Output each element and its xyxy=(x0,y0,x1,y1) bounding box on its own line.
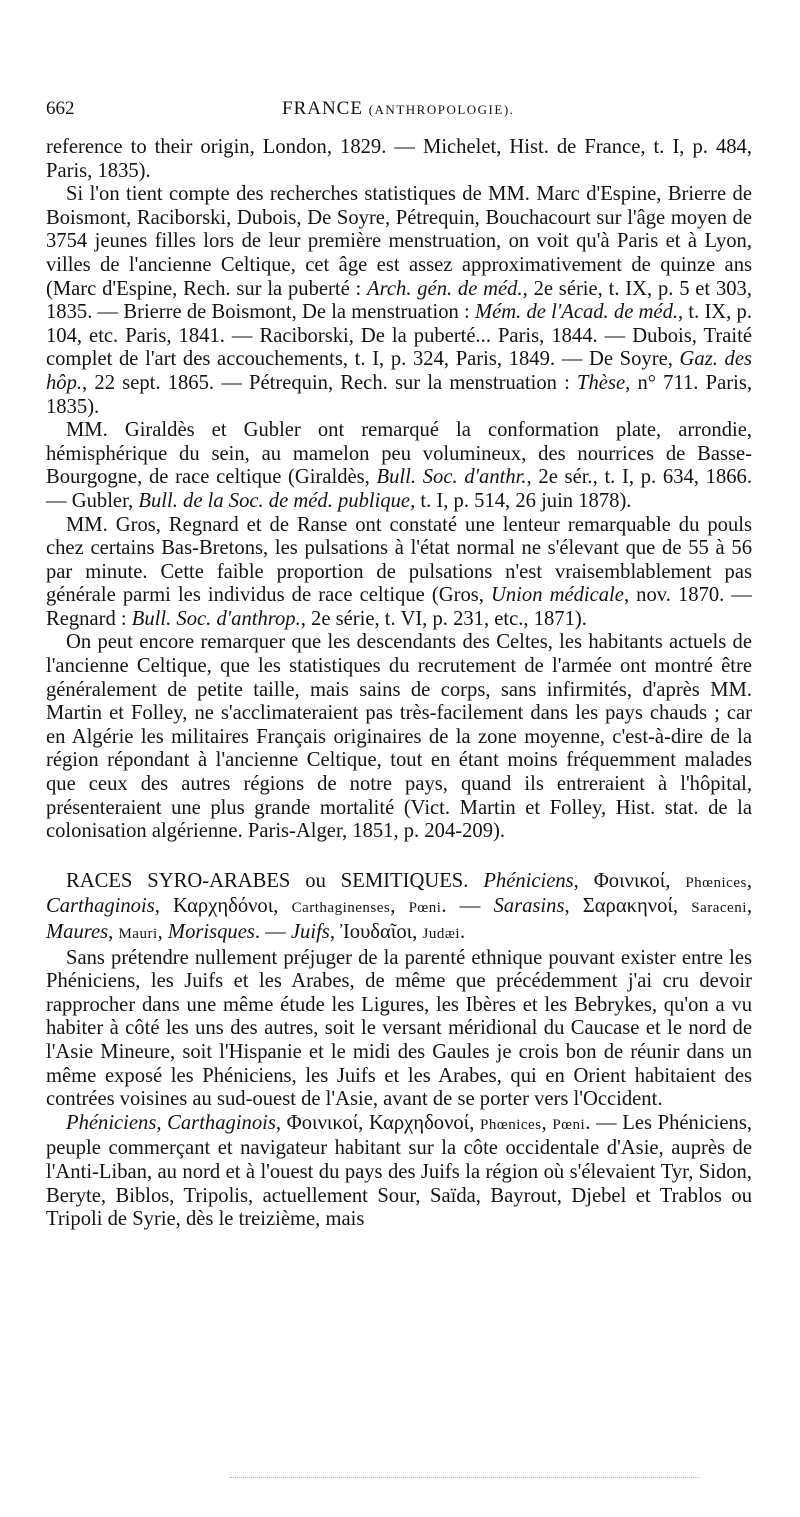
text-run: , xyxy=(157,921,168,943)
italic-run: Juifs xyxy=(290,921,330,943)
italic-run: Morisques xyxy=(167,921,255,943)
text-run: , t. I, p. 514, 26 juin 1878). xyxy=(410,489,632,512)
paragraph xyxy=(46,136,752,183)
italic-run: Maures xyxy=(46,921,109,943)
italic-run: Mém. de l'Acad. de méd. xyxy=(474,301,679,324)
footer-dotted-rule xyxy=(230,1477,700,1478)
italic-run: Bull. Soc. d'anthr. xyxy=(376,466,527,489)
italic-run: Phéniciens xyxy=(483,869,574,892)
italic-run: Bull. Soc. d'anthrop. xyxy=(131,607,301,630)
text-run: , Καρχηδόνοι, xyxy=(154,895,292,918)
text-run: , t. IX, p. 104, etc. Paris, 1841. — Raciborski, De la puberté... Paris, 1844. — Dubois, Traité complet de l'art des accouchements, t. I, p. 324, Paris, 1849. — De Soyre, xyxy=(46,301,752,371)
text-run: , Φοινικοί, Καρχηδονοί, xyxy=(275,1111,481,1134)
italic-run: Arch. gén. de méd. xyxy=(367,277,523,300)
text-run: , xyxy=(541,1111,553,1134)
small-caps-run: Phœnices xyxy=(480,1116,542,1133)
small-caps-run: Carthaginenses xyxy=(291,900,391,917)
small-caps-run: Phœnices xyxy=(685,874,747,891)
page-header xyxy=(46,98,750,124)
page-number: 662 xyxy=(46,98,75,119)
text-run: reference to their origin, London, 1829. — Michelet, Hist. de France, t. I, p. 484, Paris, 1835). xyxy=(46,136,752,182)
running-head-title: FRANCE xyxy=(282,98,363,119)
text-run: , 2e sér., t. I, p. 634, 1866. — Gubler, xyxy=(46,466,753,512)
text-run: , Ἰουδαῖοι, xyxy=(329,921,423,943)
italic-run: Union médicale xyxy=(491,584,624,607)
text-run: . — Les Phéniciens, peuple commerçant et navigateur habitant sur la côte occidentale d'Asie, auprès de l'Anti-Liban, au nord et à l'ouest du pays des Juifs la région où s'élevaient Tyr, Sidon, Beryte, Biblos, Tripolis, actuellement Sour, Saïda, Bayrout, Djebel et Trablos ou Tripoli de Syrie, dès le treizième, mais xyxy=(46,1111,753,1231)
text-run: , xyxy=(746,869,752,892)
paragraph xyxy=(46,1112,752,1232)
text-run: , 22 sept. 1865. — Pétrequin, Rech. sur la menstruation : xyxy=(82,371,578,394)
italic-run: Bull. de la Soc. de méd. publique xyxy=(138,489,411,512)
text-run: , nov. 1870. — Regnard : xyxy=(46,584,752,630)
text-run: , xyxy=(746,895,753,918)
text-run: . xyxy=(460,921,466,943)
text-run: , Σαρακηνοί, xyxy=(564,895,692,918)
text-run: , 2e série, t. VI, p. 231, etc., 1871). xyxy=(300,607,587,630)
text-run: On peut encore remarquer que les descendants des Celtes, les habitants actuels de l'ancienne Celtique, que les statistiques du recrutement de l'armée ont montré être généralement de petite taille, mais sains de corps, sans infirmités, d'après MM. Martin et Folley, ne s'acclimateraient pas très-facilement dans les pays chauds ; car en Algérie les militaires Français originaires de la zone moyenne, c'est-à-dire de la région répondant à l'ancienne Celtique, tout en étant moins fréquemment malades que ceux des autres régions de notre pays, quand ils entreraient à l'hôpital, présenteraient une plus grande mortalité (Vict. Martin et Folley, Hist. stat. de la colonisation algérienne. Paris-Alger, 1851, p. 204-209). xyxy=(46,631,752,843)
body-text xyxy=(46,136,752,1232)
running-head-subtitle: (ANTHROPOLOGIE). xyxy=(368,102,515,117)
text-run: Sans prétendre nullement préjuger de la parenté ethnique pouvant exister entre les Phéniciens, les Juifs et les Arabes, de même que précédemment j'ai cru devoir rapprocher dans une même étude les Ligures, les Ibères et les Bebrykes, qu'on a vu habiter à côté les uns des autres, soit le versant méridional du Caucase et le nord de l'Asie Mineure, soit l'Hispanie et le midi des Gaules je crois bon de réunir dans un même exposé les Phéniciens, les Juifs et les Arabes, qui en Orient habitaient des contrées voisines au sud-ouest de l'Asie, avant de se porter vers l'Occident. xyxy=(46,946,752,1111)
small-caps-run: Saraceni xyxy=(691,900,747,917)
running-head xyxy=(282,98,514,120)
text-run: RACES SYRO-ARABES ou SEMITIQUES. xyxy=(66,869,484,892)
italic-run: Sarasins xyxy=(493,895,565,918)
text-run: , xyxy=(108,921,119,943)
italic-run: Thèse xyxy=(577,371,626,394)
text-run: , 2e série, t. IX, p. 5 et 303, 1835. — Brierre de Boismont, De la menstruation : xyxy=(46,277,752,324)
text-run: , n° 711. Paris, 1835). xyxy=(46,371,752,418)
text-run: , xyxy=(390,895,409,918)
paragraph xyxy=(46,631,752,843)
italic-run: Carthaginois xyxy=(46,895,155,918)
paragraph xyxy=(46,183,752,419)
text-run: , Φοινικοί, xyxy=(573,869,686,892)
small-caps-run: Pœni xyxy=(408,900,442,917)
text-run: . — xyxy=(441,895,494,918)
paragraph xyxy=(46,419,752,513)
small-caps-run: Judæi xyxy=(422,926,460,942)
text-run: MM. Giraldès et Gubler ont remarqué la conformation plate, arrondie, hémisphérique du sein, au mamelon peu volumineux, des nourrices de Basse-Bourgogne, de race celtique (Giraldès, xyxy=(46,419,752,489)
paragraph xyxy=(46,870,752,947)
paragraph xyxy=(46,947,752,1112)
text-run: . — xyxy=(254,921,291,943)
text-run: MM. Gros, Regnard et de Ranse ont constaté une lenteur remarquable du pouls chez certains Bas-Bretons, les pulsations à l'état normal ne s'élevant que de 55 à 56 par minute. Cette faible proportion de pulsations n'est vraisemblablement pas générale parmi les individus de race celtique (Gros, xyxy=(46,513,752,607)
italic-run: Phéniciens, Carthaginois xyxy=(66,1111,276,1134)
small-caps-run: Mauri xyxy=(118,926,158,942)
small-caps-run: Pœni xyxy=(552,1116,586,1133)
paragraph xyxy=(46,514,752,632)
italic-run: Gaz. des hôp. xyxy=(46,348,752,394)
text-run: Si l'on tient compte des recherches statistiques de MM. Marc d'Espine, Brierre de Boismont, Raciborski, Dubois, De Soyre, Pétrequin, Bouchacourt sur l'âge moyen de 3754 jeunes filles lors de leur première menstruation, on voit qu'à Paris et à Lyon, villes de l'ancienne Celtique, cet âge est assez approximativement de quinze ans (Marc d'Espine, Rech. sur la puberté : xyxy=(46,183,752,300)
